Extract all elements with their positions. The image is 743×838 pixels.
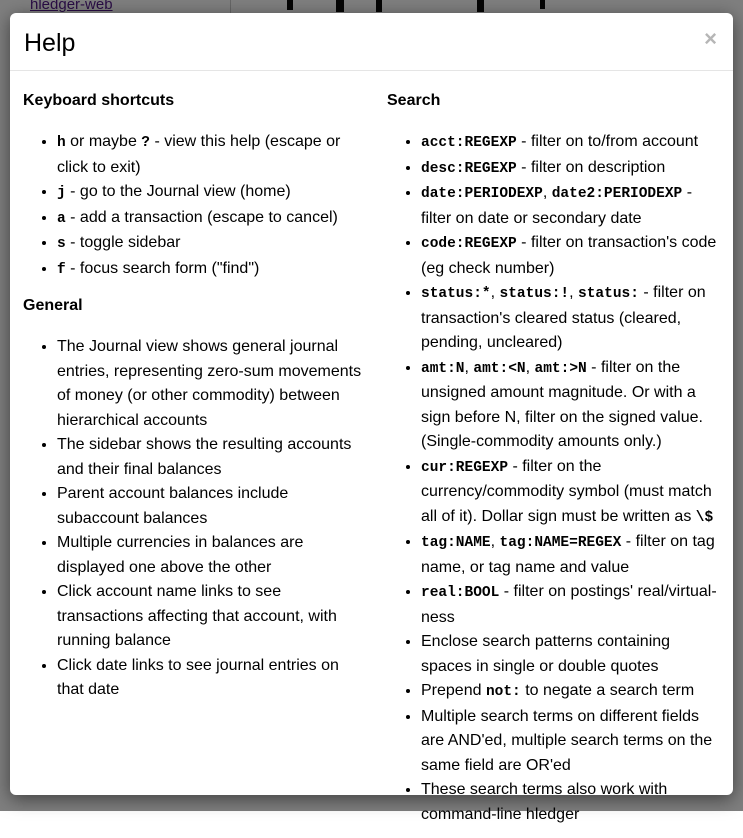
code-term: real:BOOL [421, 585, 499, 601]
section-heading: Search [387, 91, 720, 110]
code-term: not: [486, 684, 521, 700]
list-item: • h or maybe ? - view this help (escape or click to exit) [57, 130, 365, 180]
code-term: f [57, 262, 66, 278]
code-term: tag:NAME [421, 535, 491, 551]
help-section [23, 91, 365, 282]
list-item: • tag:NAME, tag:NAME=REGEX - filter on tag name, or tag name and value [421, 530, 720, 580]
list-item: • code:REGEXP - filter on transaction's code (eg check number) [421, 231, 720, 281]
code-term: ? [141, 135, 150, 151]
list-item: • The Journal view shows general journal entries, representing zero-sum movements of money (or other commodity) between hierarchical accounts [57, 335, 365, 433]
code-term: a [57, 211, 66, 227]
code-term: acct:REGEXP [421, 135, 517, 151]
code-term: amt:N [421, 361, 465, 377]
code-term: status:! [500, 286, 570, 302]
list-item: • acct:REGEXP - filter on to/from account [421, 130, 720, 156]
close-icon[interactable]: × [704, 30, 717, 48]
list-item: • Parent account balances include subaccount balances [57, 482, 365, 531]
modal-header [10, 13, 733, 71]
list-item: • Prepend not: to negate a search term [421, 679, 720, 705]
help-section [23, 296, 365, 703]
list-item: • desc:REGEXP - filter on description [421, 156, 720, 182]
code-term: h [57, 135, 66, 151]
code-term: date2:PERIODEXP [552, 186, 683, 202]
bullet-list [387, 130, 720, 827]
list-item: • These search terms also work with command-line hledger [421, 778, 720, 827]
list-item: • Click date links to see journal entries on that date [57, 654, 365, 703]
code-term: cur:REGEXP [421, 460, 508, 476]
list-item: • real:BOOL - filter on postings' real/virtual-ness [421, 580, 720, 630]
help-section [387, 91, 720, 827]
help-right-column [387, 85, 720, 838]
code-term: j [57, 185, 66, 201]
help-modal [10, 13, 733, 795]
code-term: amt:<N [473, 361, 525, 377]
list-item: • s - toggle sidebar [57, 231, 365, 257]
code-term: desc:REGEXP [421, 161, 517, 177]
modal-body [10, 71, 733, 838]
section-heading: General [23, 296, 365, 315]
list-item: • cur:REGEXP - filter on the currency/commodity symbol (must match all of it). Dollar sign must be written as \$ [421, 455, 720, 531]
list-item: • Click account name links to see transactions affecting that account, with running balance [57, 580, 365, 654]
list-item: • Multiple search terms on different fields are AND'ed, multiple search terms on the same field are OR'ed [421, 705, 720, 779]
list-item: • a - add a transaction (escape to cancel) [57, 206, 365, 232]
code-term: date:PERIODEXP [421, 186, 543, 202]
list-item: • Enclose search patterns containing spaces in single or double quotes [421, 630, 720, 679]
bullet-list [23, 130, 365, 282]
code-term: status:* [421, 286, 491, 302]
list-item: • The sidebar shows the resulting accounts and their final balances [57, 433, 365, 482]
code-term: \$ [696, 510, 713, 526]
code-term: amt:>N [535, 361, 587, 377]
modal-title: Help [24, 28, 717, 58]
code-term: code:REGEXP [421, 236, 517, 252]
code-term: tag:NAME=REGEX [500, 535, 622, 551]
bullet-list [23, 335, 365, 703]
list-item: • j - go to the Journal view (home) [57, 180, 365, 206]
list-item: • Multiple currencies in balances are displayed one above the other [57, 531, 365, 580]
section-heading: Keyboard shortcuts [23, 91, 365, 110]
list-item: • f - focus search form ("find") [57, 257, 365, 283]
list-item: • date:PERIODEXP, date2:PERIODEXP - filter on date or secondary date [421, 181, 720, 231]
list-item: • amt:N, amt:<N, amt:>N - filter on the unsigned amount magnitude. Or with a sign before N, filter on the signed value. (Single-commodity amounts only.) [421, 356, 720, 455]
code-term: s [57, 236, 66, 252]
help-left-column [23, 85, 387, 838]
list-item: • status:*, status:!, status: - filter on transaction's cleared status (cleared, pending, uncleared) [421, 281, 720, 356]
code-term: status: [578, 286, 639, 302]
